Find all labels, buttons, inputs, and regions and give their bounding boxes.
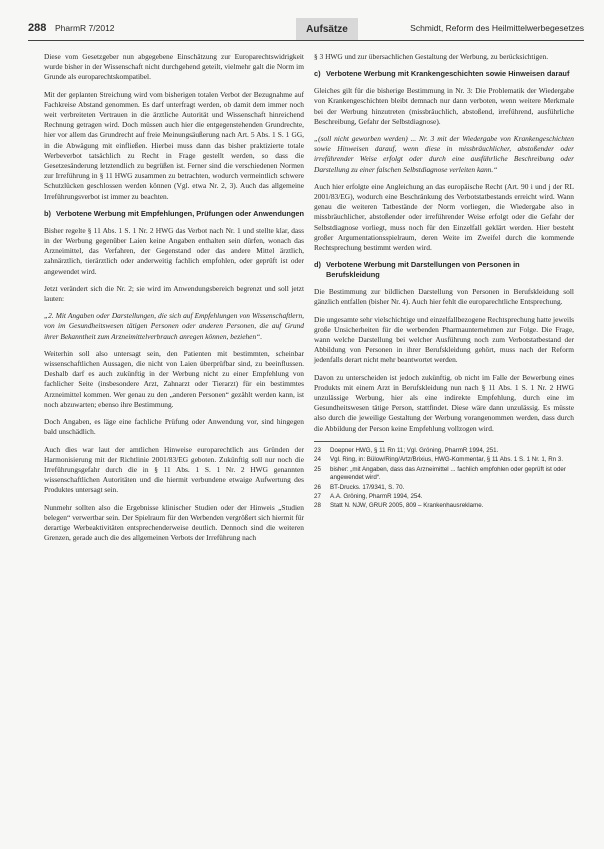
subheading-b: [44, 209, 304, 219]
footnote-number: 28: [314, 502, 321, 510]
page-header: [28, 18, 584, 41]
paragraph: Doch Angaben, es läge eine fachliche Prüfung oder Anwendung vor, sind hingegen bald unschädlich.: [44, 417, 304, 437]
page-number: 288: [28, 22, 47, 34]
quote-paragraph: „2. Mit Angaben oder Darstellungen, die sich auf Empfehlungen von Wissenschaftlern, von im Gesundheitswesen tätigen Personen oder anderen Personen, die auf Grund ihrer Bekanntheit zum Arzneimittelverbrauch anregen können, beziehen“.: [44, 311, 304, 341]
paragraph: § 3 HWG und zur übersachlichen Gestaltung der Werbung, zu berücksichtigen.: [314, 52, 549, 61]
subheading-label: b): [44, 208, 51, 218]
footnote-text: Doepner HWG, § 11 Rn 11; Vgl. Gröning, PharmR 1994, 251.: [330, 446, 499, 454]
footnotes: [314, 447, 574, 511]
paragraph: Nunmehr sollten also die Ergebnisse klinischer Studien oder der Hinweis „Studien belegen“ verwertbar sein. Der Spielraum für den Werbenden vergrößert sich hiermit für derartige Werbeaktivitäten entsprechenderweise deutlich. Dennoch sind die weiteren Grenzen, gerade auch die des allgemeinen Verbots der Irreführung nach: [44, 502, 304, 543]
paragraph: Auch dies war laut der amtlichen Hinweise europarechtlich aus Gründen der Harmonisierung mit der Richtlinie 2001/83/EG geboten. Zukünftig soll nur noch die Irreführungsgefahr durch die in § 11 Abs. 1 S. 1 Nr. 2 HWG genannten wissenschaftlichen Autoritäten und die hiermit verbundene etwaige Aufwertung des Produktes untersagt sein.: [44, 444, 304, 495]
right-column: [314, 52, 574, 512]
paragraph: Die Bestimmung zur bildlichen Darstellung von Personen in Berufskleidung soll gänzlich entfallen (bisher Nr. 4). Auch hier fehlt die europarechtliche Entsprechung.: [314, 287, 574, 307]
footnote-number: 24: [314, 456, 321, 464]
subheading-d: [314, 260, 574, 280]
footnote-text: Vgl. Ring, in: Bülow/Ring/Artz/Brixius, HWG-Kommentar, § 11 Abs. 1 S. 1 Nr. 1, Rn 3.: [330, 456, 564, 464]
quote-paragraph: „(soll nicht geworben werden) ... Nr. 3 mit der Wiedergabe von Krankengeschichten sowie Hinweisen darauf, wenn diese in missbräuchlicher, abstoßender oder irreführender Weise erfolgt oder durch eine ausführliche Beschreibung oder Darstellung zu einer falschen Selbstdiagnose verleiten kann.“: [314, 134, 574, 174]
paragraph: Mit der geplanten Streichung wird vom bisherigen totalen Verbot der Bezugnahme auf Fachkreise Abstand genommen. Es darf unterfragt werden, ob damit dem immer noch weit verbreiteten Vertrauen in die ärztliche Autorität und Wissenschaft hinreichend Rechnung getragen wird. Doch müssen auch hier die entgegenstehenden Grundrechte, hier vor allem das Grundrecht auf freie Meinungsäußerung nach Art. 5 Abs. 1 S. 1 GG, in die Abwägung mit einfließen. Hierbei muss dann das bisher praktizierte totale Werbeverbot tatsächlich zu Recht in Frage gestellt werden, so dass die Gesetzesänderung letztendlich zu begrüßen ist. Ferner sind die verschiedenen Normen zur Irreführung in § 11 HWG zusammen zu betrachten, wodurch vermeintlich schwere Schutzlücken geschlossen werden können (Vgl. etwa Nr. 2, 3). Auch das allgemeine Irreführungsverbot ist immer zu beachten.: [44, 89, 304, 201]
left-column: [44, 52, 304, 550]
footnote-number: 25: [314, 465, 321, 473]
footnote: [314, 493, 574, 501]
footnote-text: bisher: „mit Angaben, dass das Arzneimittel ... fachlich empfohlen oder geprüft ist oder angewendet wird“.: [330, 465, 566, 482]
journal-issue: PharmR 7/2012: [55, 23, 115, 33]
footnote: [314, 456, 574, 464]
footnote: [314, 466, 574, 483]
subheading-text: Verbotene Werbung mit Empfehlungen, Prüfungen oder Anwendungen: [56, 208, 305, 218]
paragraph: Bisher regelte § 11 Abs. 1 S. 1 Nr. 2 HWG das Verbot nach Nr. 1 und stellte klar, dass in der Werbung gegenüber Laien keine Angaben enthalten sein dürfen, wonach das Arzneimittel, das Verfahren, der Gegenstand oder das andere Mittel ärztlich, zahnärztlich, tierärztlich oder anderweitig fachlich empfohlen, oder geprüft ist oder angewendet wird.: [44, 225, 304, 276]
footnote-number: 26: [314, 483, 321, 491]
paragraph: Auch hier erfolgte eine Angleichung an das europäische Recht (Art. 90 i und j der RL 2001/83/EG), wodurch eine Beschränkung des Verbotstatbestands erreicht wird. Wann genau die weiteren Tatbestände der Norm vorliegen, die Wiedergabe also in missbräuchlicher, abstoßender oder irreführender Weise erfolgt oder die Gefahr der Selbstdiagnose vorliegt, muss noch für den Einzelfall geklärt werden. Hier besteht großer Argumentationsspielraum, deren Weite im Zweifel durch die kommende Rechtsprechung bestimmt werden wird.: [314, 181, 574, 253]
footnote-number: 27: [314, 492, 321, 500]
paragraph: Davon zu unterscheiden ist jedoch zukünftig, ob nicht im Falle der Bewerbung eines Produkts mit einem Arzt in Berufskleidung nun nach § 11 Abs. 1 S. 1 Nr. 2 HWG unzulässige Werbung, hier als eine indirekte Empfehlung, durch eine im Gesundheitswesen tätige Person, stattfindet. Diese wäre dann unzulässig. Es müsste also durch die jeweilige Gestaltung der Werbung vorangenommen werden, dass durch die Abbildung der Person keine Empfehlung vollzogen wird.: [314, 372, 574, 433]
paragraph: Diese vom Gesetzgeber nun abgegebene Einschätzung zur Europarechtswidrigkeit wurde bisher in der Wissenschaft nicht durchgehend geteilt, vielmehr galt die Norm im Grunde als europarechtskompatibel.: [44, 52, 304, 82]
subheading-label: d): [314, 260, 321, 270]
subheading-label: c): [314, 69, 321, 79]
footnote-divider: [314, 441, 384, 442]
paragraph: Weiterhin soll also untersagt sein, den Patienten mit bestimmten, scheinbar wissenschaftlichen Aussagen, die nicht von Laien überprüfbar sind, zu beeinflussen. Deshalb darf es auch zukünftig in der Werbung nicht zu einer Empfehlung von fachlicher Seite (insbesondere Arzt, Zahnarzt oder Tierarzt) für ein bestimmtes Arzneimittel kommen. Wer genau zu den „anderen Personen“ gezählt werden kann, ist noch abzuwarten; ebenso ihre Bestimmung.: [44, 348, 304, 409]
footnote: [314, 447, 574, 455]
running-title: Schmidt, Reform des Heilmittelwerbegesetzes: [410, 23, 584, 33]
subheading-text: Verbotene Werbung mit Darstellungen von Personen in Berufskleidung: [326, 260, 520, 280]
footnote: [314, 484, 574, 492]
footnote-text: A.A. Gröning, PharmR 1994, 254.: [330, 492, 423, 500]
paragraph: Jetzt verändert sich die Nr. 2; sie wird im Anwendungsbereich begrenzt und soll jetzt lauten:: [44, 283, 304, 304]
footnote: [314, 502, 574, 510]
subheading-text: Verbotene Werbung mit Krankengeschichten sowie Hinweisen darauf: [326, 69, 570, 79]
footnote-text: BT-Drucks. 17/9341, S. 70.: [330, 483, 405, 491]
subheading-c: [314, 69, 574, 79]
paragraph: Gleiches gilt für die bisherige Bestimmung in Nr. 3: Die Problematik der Wiedergabe von Krankengeschichten bleibt demnach nur dann verboten, wenn weitere Merkmale bei der Werbung hinzutreten (missbräuchlich, abstoßend, irreführend, ausführliche Beschreibung, Gefahr der Selbstdiagnose).: [314, 86, 574, 126]
section-tab: Aufsätze: [296, 18, 358, 40]
footnote-text: Statt N. NJW, GRUR 2005, 809 – Krankenhausreklame.: [330, 502, 484, 510]
footnote-number: 23: [314, 446, 321, 454]
paragraph: Die ungesamte sehr vielschichtige und einzelfallbezogene Rechtsprechung hatte jeweils große Unsicherheiten für die werbenden Pharmaunternehmen zur Folge. Die Frage, wann welche Darstellung bei welcher Ausführung noch zum Verbotstatbestand der Abbildung von Personen in ihrer Berufskleidung gehört, muss nach der Reform jedenfalls derart nicht mehr beantwortet werden.: [314, 314, 574, 365]
